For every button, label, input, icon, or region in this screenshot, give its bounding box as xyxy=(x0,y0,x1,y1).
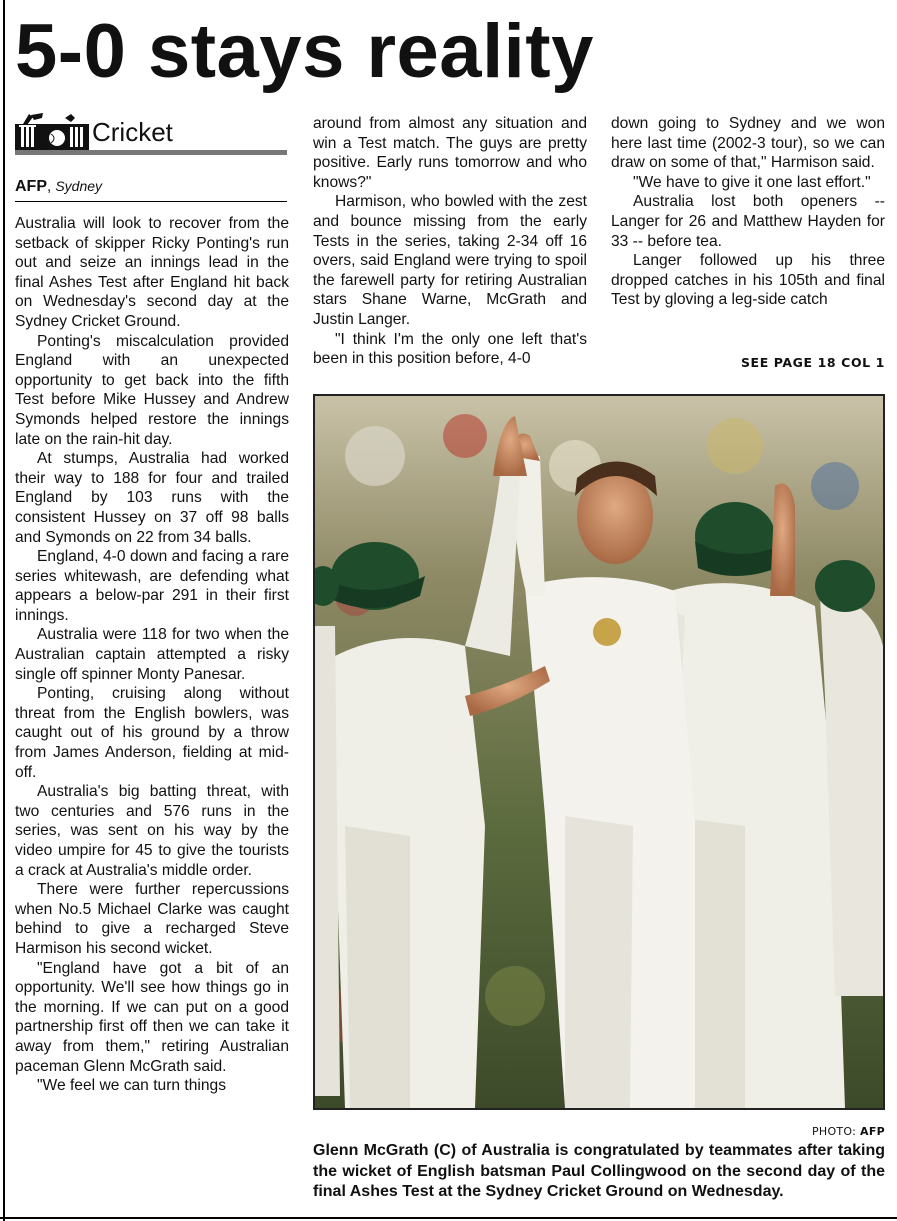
paragraph: England, 4-0 down and facing a rare series whitewash, are defending what appears a below-par 291 in their first innings. xyxy=(15,548,289,624)
paragraph: Australia were 118 for two when the Australian captain attempted a risky single off spinner Monty Panesar. xyxy=(15,626,289,683)
section-flag xyxy=(15,112,287,156)
paragraph: Australia lost both openers -- Langer for 26 and Matthew Hayden for 33 -- before tea. xyxy=(611,193,885,250)
photo-credit-prefix: PHOTO: xyxy=(811,1125,860,1138)
paragraph: "We feel we can turn things xyxy=(37,1077,227,1095)
photo-credit-source: AFP xyxy=(860,1125,885,1138)
paragraph: Australia's big batting threat, with two centuries and 576 runs in the series, was sent on his way by the video umpire for 45 to give the tourists a crack at Australia's middle order. xyxy=(15,783,289,879)
byline-rule xyxy=(15,201,287,202)
article-column-1 xyxy=(15,214,289,1096)
paragraph: At stumps, Australia had worked their way to 188 for four and trailed England by 103 runs with the consistent Hussey on 37 off 98 balls and Symonds on 22 from 34 balls. xyxy=(15,450,289,546)
photo-credit xyxy=(700,1125,885,1139)
paragraph: Australia will look to recover from the setback of skipper Ricky Ponting's run out and seize an innings lead in the final Ashes Test after England hit back on Wednesday's second day at the Sydney Cricket Ground. xyxy=(15,215,289,330)
paragraph: Ponting, cruising along without threat from the English bowlers, was caught out of his ground by a throw from James Anderson, fielding at mid-off. xyxy=(15,685,289,781)
news-photo xyxy=(313,394,885,1110)
paragraph: Ponting's miscalculation provided England with an unexpected opportunity to get back into the fifth Test before Mike Hussey and Andrew Symonds helped restore the innings late on the rain-hit day. xyxy=(15,332,289,448)
headline: 5-0 stays reality xyxy=(15,9,594,94)
byline-agency: AFP xyxy=(15,178,47,195)
article-column-2 xyxy=(313,114,587,369)
paragraph: around from almost any situation and win a Test match. The guys are pretty positive. Early runs tomorrow and who knows?" xyxy=(313,115,587,191)
page-bottom-rule xyxy=(0,1217,897,1219)
section-label: Cricket xyxy=(92,117,173,147)
photo-caption: Glenn McGrath (C) of Australia is congratulated by teammates after taking the wicket of English batsman Paul Collingwood on the second day of the final Ashes Test at the Sydney Cricket Ground on Wednesday. xyxy=(313,1142,885,1200)
jump-line: SEE PAGE 18 COL 1 xyxy=(740,355,885,370)
paragraph: down going to Sydney and we won here last time (2002-3 tour), so we can draw on some of that," Harmison said. xyxy=(611,115,885,172)
byline-separator: , xyxy=(47,178,56,195)
byline-place: Sydney xyxy=(55,178,103,194)
paragraph: Langer followed up his three dropped catches in his 105th and final Test by gloving a leg-side catch xyxy=(611,252,885,309)
paragraph: "I think I'm the only one left that's been in this position before, 4-0 xyxy=(313,330,587,368)
section-underline xyxy=(15,150,287,155)
paragraph: There were further repercussions when No.5 Michael Clarke was caught behind to give a recharged Steve Harmison his second wicket. xyxy=(15,881,289,957)
cricket-stumps-ball-icon xyxy=(15,112,89,152)
paragraph: Harmison, who bowled with the zest and bounce missing from the early Tests in the series, taking 2-34 off 16 overs, said England were trying to spoil the farewell party for retiring Australian stars Shane Warne, McGrath and Justin Langer. xyxy=(313,193,587,328)
celebration-photo-illustration xyxy=(315,396,883,1108)
paragraph: "England have got a bit of an opportunity. We'll see how things go in the morning. If we can put on a good partnership first off then we can take it away from them," retiring Australian paceman Glenn McGrath said. xyxy=(15,959,289,1075)
paragraph: "We have to give it one last effort." xyxy=(633,173,871,191)
article-column-3 xyxy=(611,114,885,310)
byline xyxy=(15,176,102,197)
page-left-rule xyxy=(3,0,5,1221)
